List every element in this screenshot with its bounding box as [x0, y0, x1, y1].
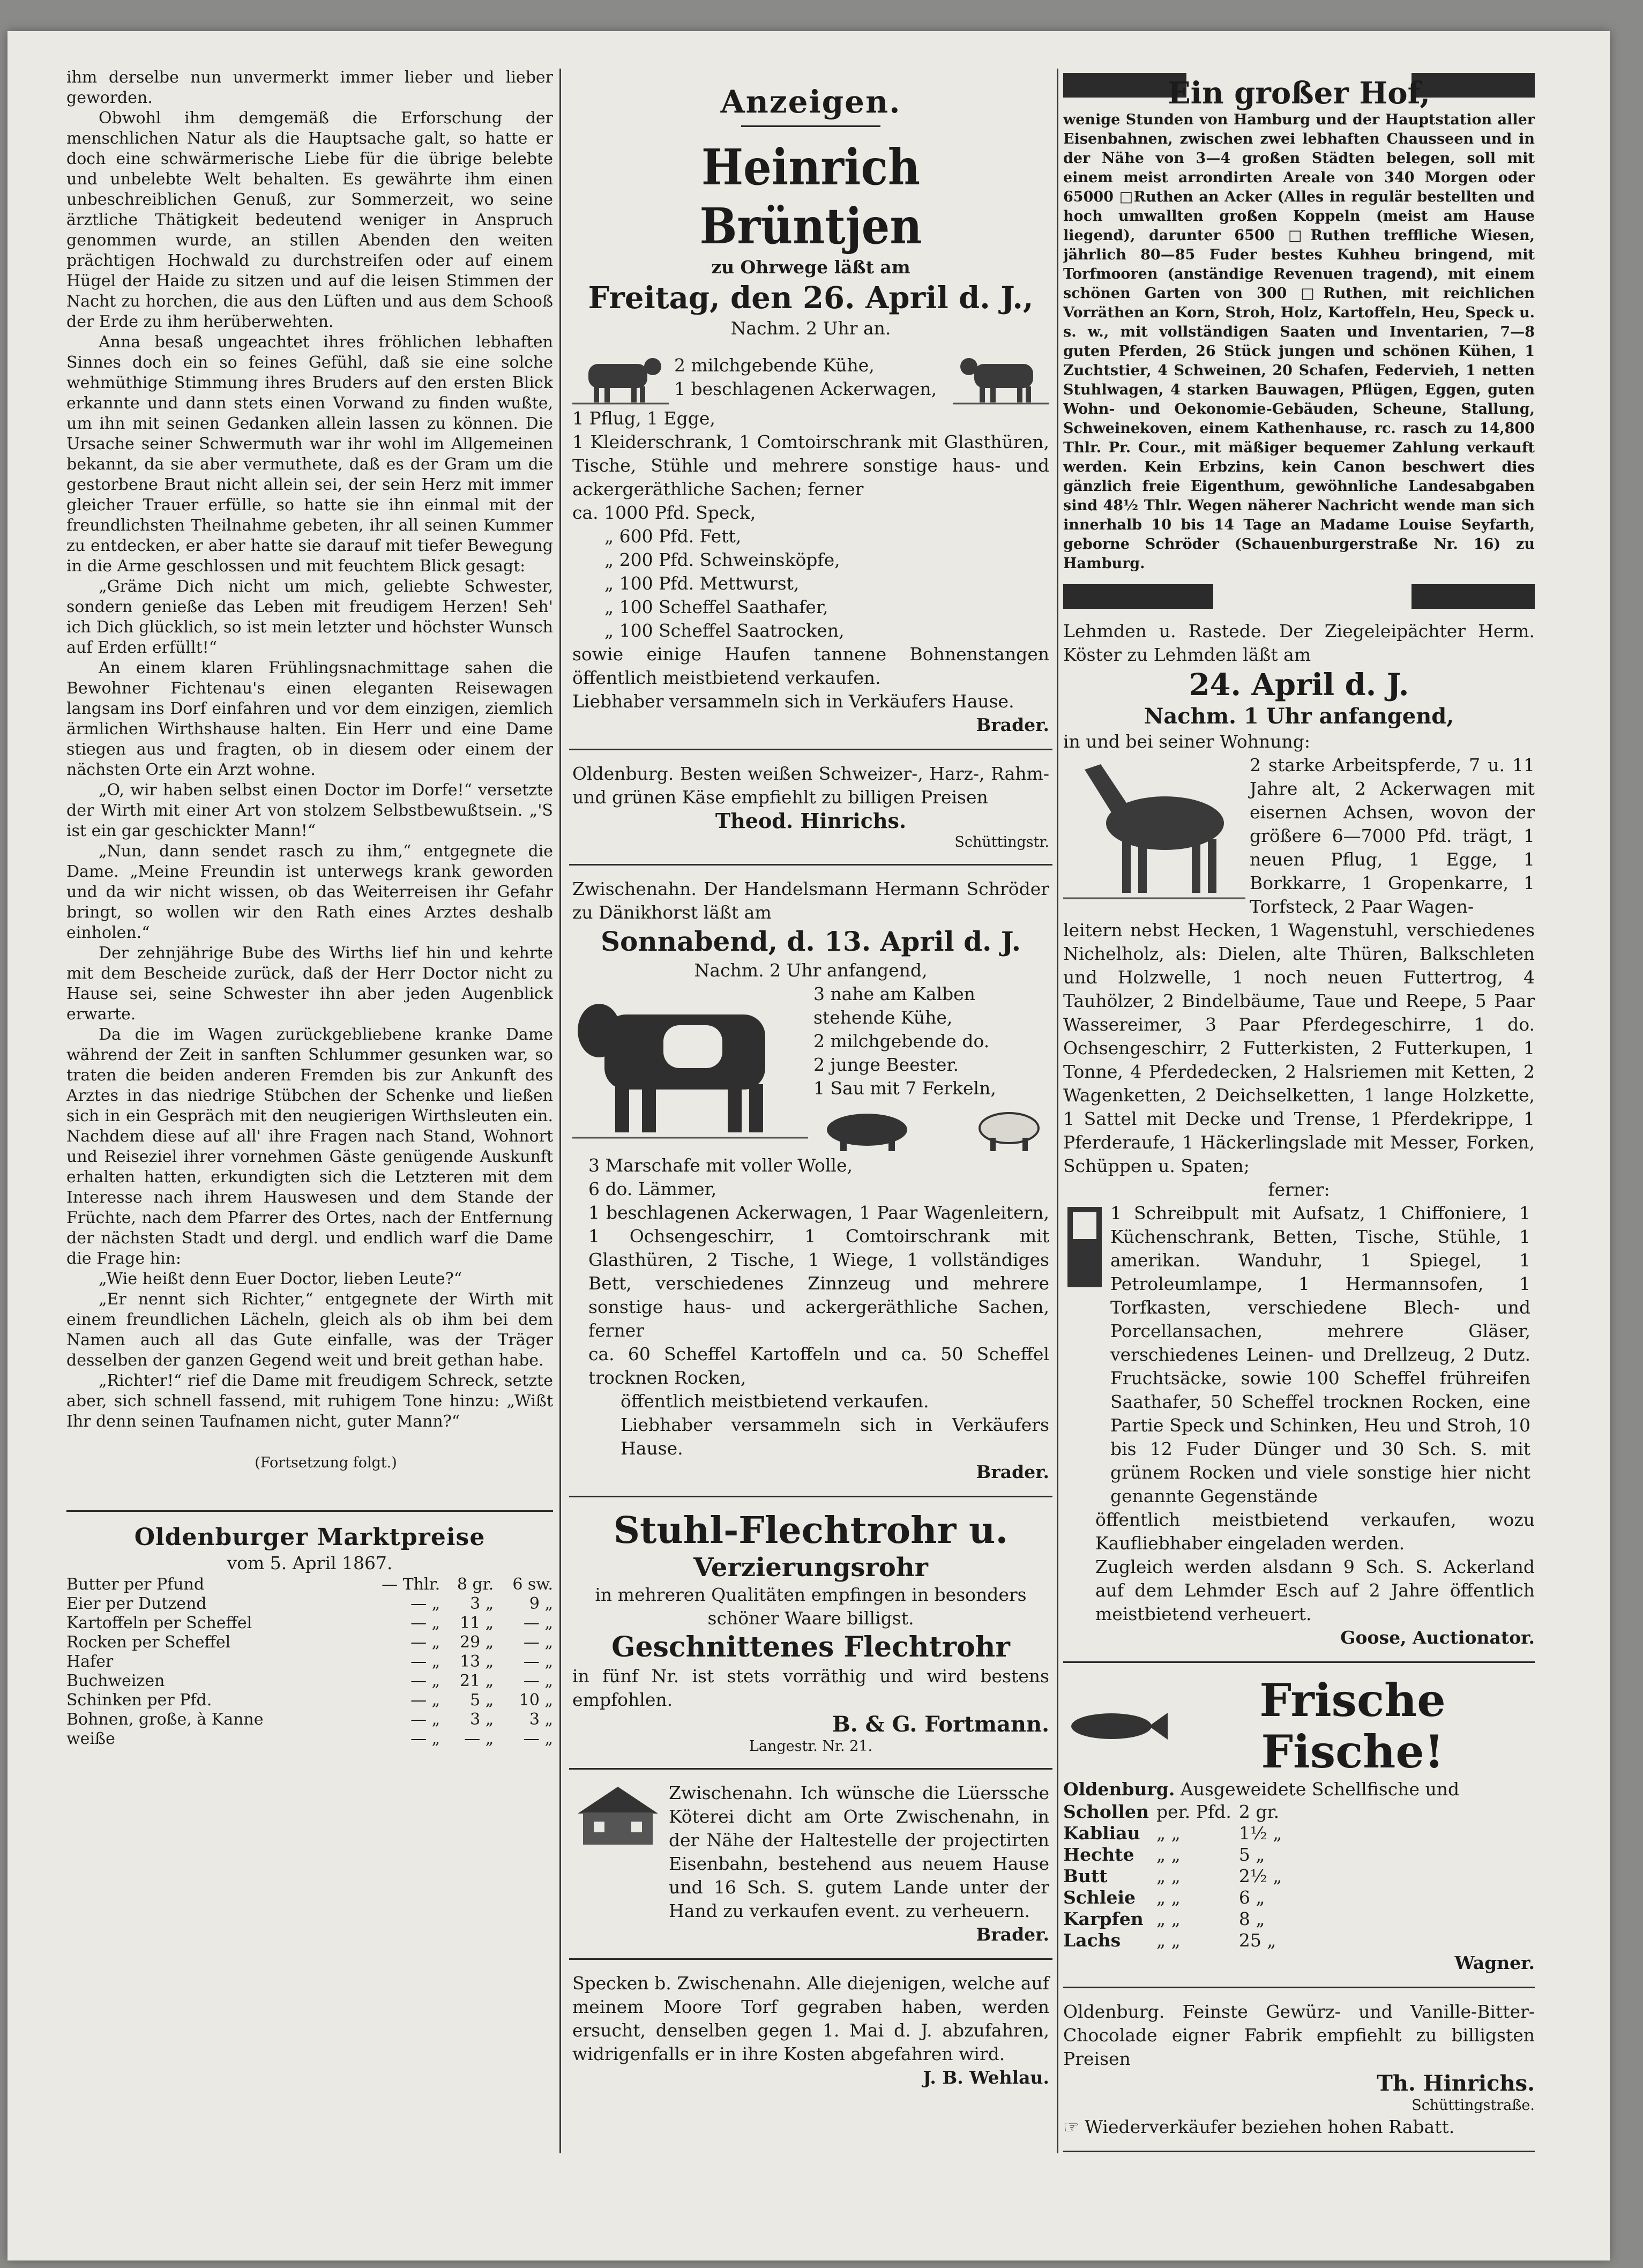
market-table [66, 1575, 553, 1749]
fish-row [1063, 1908, 1289, 1930]
ad-line: 3 Marschafe mit voller Wolle, [588, 1155, 853, 1176]
market-date: vom 5. April 1867. [227, 1553, 393, 1573]
market-sw: 3 „ [529, 1710, 553, 1729]
fish-unit: „ „ [1156, 1887, 1181, 1908]
ads-column-right [1063, 68, 1535, 2243]
fish-price: 1½ „ [1238, 1823, 1282, 1844]
ad-line: 1 Pflug, 1 Egge, [572, 408, 715, 429]
ad-line: „ 100 Scheffel Saatrocken, [604, 620, 845, 641]
fish-unit: „ „ [1156, 1844, 1181, 1865]
story-paragraph: „Gräme Dich nicht um mich, geliebte Schwester, sondern genieße das Leben mit freudigem Herzen! Seh' ich Dich glücklich, so ist mein letzter und höchster Wunsch auf Erden erfüllt!“ [66, 577, 553, 657]
market-row [66, 1652, 553, 1672]
ad-line: sowie einige Haufen tannene Bohnenstangen öffentlich meistbietend verkaufen. [572, 644, 1049, 688]
ad-text: in fünf Nr. ist stets vorräthig und wird bestens empfohlen. [572, 1666, 1049, 1710]
market-item: Kartoffeln per Scheffel [66, 1614, 252, 1632]
divider [569, 1958, 1052, 1960]
ad-line: 2 milchgebende do. [813, 1031, 990, 1051]
ad-date: 24. April d. J. [1189, 667, 1409, 703]
fish-unit: „ „ [1156, 1908, 1181, 1929]
fish-row [1063, 1823, 1289, 1844]
divider [569, 1496, 1052, 1497]
ad-place: in und bei seiner Wohnung: [1063, 731, 1310, 752]
ad-text: 2 starke Arbeitspferde, 7 u. 11 Jahre alt, 2 Ackerwagen mit eisernen Achsen, wovon der größere 6—7000 Pfd. trägt, 1 neuen Pflug, 1 Egge, 1 Borkkarre, 1 Gropenkarre, 1 Torfsteck, 2 Paar Wagen- [1250, 755, 1535, 917]
market-gr: — „ [464, 1729, 494, 1748]
ad-signer: Goose, Auctionator. [1340, 1627, 1535, 1648]
market-row [66, 1633, 553, 1652]
ad-line: „ 200 Pfd. Schweinsköpfe, [604, 549, 840, 570]
market-row [66, 1691, 553, 1710]
ad-line: 1 Sau mit 7 Ferkeln, [813, 1078, 996, 1099]
story-paragraph: „Wie heißt denn Euer Doctor, lieben Leute?“ [99, 1270, 462, 1288]
ad-line: 6 do. Lämmer, [588, 1178, 717, 1199]
ad-text: öffentlich meistbietend verkaufen, wozu Kaufliebhaber eingeladen werden. [1095, 1509, 1535, 1554]
house-icon [572, 1781, 663, 1851]
fish-header [1063, 1675, 1535, 1778]
market-thlr: — „ [410, 1691, 440, 1710]
market-row [66, 1575, 553, 1594]
ad-text: 1 Schreibpult mit Aufsatz, 1 Chiffoniere, 1 Küchenschrank, Betten, Tische, Stühle, 1 amerikan. Wanduhr, 1 Spiegel, 1 Petroleumlampe, 1 Hermannsofen, 1 Torfkasten, verschiedene Blech- und Porcellansachen, mehrere Gläser, verschiedenes Leinen- und Drellzeug, 2 Dutz. Fruchtsäcke, sowie 100 Scheffel frühreifen Saathafer, 50 Scheffel trocknen Rocken, eine Partie Speck und Schinken, Heu und Stroh, 10 bis 12 Fuder Dünger und 30 Sch. S. mit grünem Rocken und viele sonstige hier nicht genannte Gegenstände [1110, 1203, 1530, 1506]
animal-row [572, 982, 1049, 1154]
market-item: Hafer [66, 1652, 114, 1671]
market-item: Rocken per Scheffel [66, 1633, 231, 1652]
ad-text: Zwischenahn. Ich wünsche die Lüerssche Köterei dicht am Orte Zwischenahn, in der Nähe der Haltestelle der projectirten Eisenbahn, bestehend aus neuem Hause und 16 Sch. S. gutem Lande unter der Hand zu verkaufen event. zu verheuern. [669, 1782, 1049, 1921]
fish-row [1063, 1844, 1289, 1866]
market-row [66, 1710, 553, 1729]
black-bar [1063, 584, 1213, 609]
ad-title: Stuhl-Flechtrohr u. [613, 1509, 1009, 1552]
fish-price: 2½ „ [1238, 1866, 1282, 1886]
story-paragraph: An einem klaren Frühlingsnachmittage sahen die Bewohner Fichtenau's einen eleganten Reisewagen langsam ins Dorf einfahren und vor dem einzigen, ziemlich ärmlichen Wirthshause halten. Ein Herr und eine Dame stiegen aus und fragten, ob in diesem oder einem der nächsten Orte ein Arzt wohne. [66, 659, 553, 779]
fish-name: Schleie [1063, 1887, 1136, 1908]
story-paragraph: Der zehnjährige Bube des Wirths lief hin und kehrte mit dem Bescheide zurück, daß der Herr Doctor nicht zu Hause sei, seine Schwester ihn aber jeden Augenblick erwarte. [66, 944, 553, 1024]
market-thlr: — „ [410, 1652, 440, 1671]
ad-hinrichs-kaese [569, 762, 1052, 852]
black-bar [1412, 584, 1535, 609]
fish-unit: „ „ [1156, 1930, 1181, 1951]
story-paragraph: „O, wir haben selbst einen Doctor im Dorfe!“ versetzte der Wirth mit einer Art von stolzem Selbstbewußtsein. „'S ist ein gar geschickter Mann!“ [66, 781, 553, 840]
ad-text: ferner: [1268, 1179, 1330, 1200]
ad-signer: Brader. [976, 1924, 1049, 1945]
ad-time: Nachm. 1 Uhr anfangend, [1144, 704, 1454, 729]
ad-schroeder-right [808, 982, 1049, 1154]
market-gr: 29 „ [459, 1633, 494, 1652]
fish-name: Kabliau [1063, 1823, 1140, 1844]
market-gr: 13 „ [459, 1652, 494, 1671]
fish-unit: „ „ [1156, 1866, 1181, 1886]
market-gr: 21 „ [459, 1672, 494, 1690]
ad-line: Liebhaber versammeln sich in Verkäufers Hause. [572, 691, 1014, 712]
ad-koester [1063, 620, 1535, 1650]
fish-unit: „ „ [1156, 1823, 1181, 1844]
market-gr: 3 „ [470, 1710, 494, 1729]
ad-line: 1 beschlagenen Ackerwagen, 1 Paar Wagenleitern, 1 Ochsengeschirr, 1 Comtoirschrank mit Glasthüren, 2 Tische, 1 Wiege, 1 vollständiges Bett, verschiedenes Zinnzeug und mehrere sonstige haus- und ackergeräthliche Sachen, ferner [588, 1202, 1049, 1341]
ad-bruentjen-time: Nachm. 2 Uhr an. [730, 318, 891, 339]
sheep-icon [969, 1106, 1049, 1154]
ad-text: in mehreren Qualitäten empfingen in besonders schöner Waare billigst. [595, 1584, 1027, 1629]
story-paragraph: „Nun, dann sendet rasch zu ihm,“ entgegnete die Dame. „Meine Freundin ist unterwegs krank geworden und da wir nicht wissen, ob das Weiterreisen ihr Gefahr bringt, so wollen wir den Rath eines Arztes deshalb einholen.“ [66, 842, 553, 942]
ad-text: Lehmden u. Rastede. Der Ziegeleipächter Herm. Köster zu Lehmden läßt am [1063, 621, 1535, 665]
market-thlr: — „ [410, 1729, 440, 1748]
small-animals [813, 1106, 1049, 1154]
ad-signer: Brader. [976, 714, 1049, 735]
column-rule [559, 69, 561, 2153]
market-gr: 8 gr. [457, 1575, 494, 1594]
story-paragraph: ihm derselbe nun unvermerkt immer lieber und lieber geworden. [66, 68, 553, 107]
market-item: Eier per Dutzend [66, 1594, 207, 1613]
market-sw: — „ [523, 1614, 553, 1632]
ad-signer: Brader. [976, 1461, 1049, 1482]
ad-address: Schüttingstr. [954, 834, 1049, 850]
ad-title: Frische Fische! [1259, 1674, 1446, 1778]
bull-icon [572, 982, 808, 1143]
fish-price-table [1063, 1801, 1289, 1951]
fish-price: 5 „ [1238, 1844, 1265, 1865]
fish-row [1063, 1801, 1289, 1823]
story-paragraph: „Richter!“ rief die Dame mit freudigem Schreck, setzte aber, sich schnell fassend, mit ruhigem Tone hinzu: „Wißt Ihr denn seinen Taufnamen nicht, guter Mann?“ [66, 1371, 553, 1431]
furniture-row [1063, 1202, 1535, 1508]
ad-bruentjen-lines [669, 354, 953, 401]
ad-text: Specken b. Zwischenahn. Alle diejenigen, welche auf meinem Moore Torf gegraben haben, werden ersucht, denselben gegen 1. Mai d. J. abzufahren, widrigenfalls er in ihre Kosten abgefahren wird. [572, 1973, 1049, 2064]
ad-line: „ 100 Pfd. Mettwurst, [604, 573, 800, 594]
market-item: Buchweizen [66, 1672, 165, 1690]
market-title: Oldenburger Marktpreise [134, 1524, 486, 1551]
fish-price: 25 „ [1238, 1930, 1276, 1951]
market-sw: — „ [523, 1672, 553, 1690]
story-column [66, 68, 553, 2243]
horse-row [1063, 753, 1535, 919]
divider [66, 1510, 553, 1512]
divider [569, 864, 1052, 866]
ad-text: Zwischenahn. Der Handelsmann Hermann Schröder zu Dänikhorst läßt am [572, 878, 1049, 923]
fish-intro-city: Oldenburg. [1063, 1779, 1175, 1800]
divider [1063, 1987, 1535, 1988]
ad-signer: Wagner. [1454, 1952, 1535, 1973]
fish-price: 8 „ [1238, 1908, 1265, 1929]
ad-schroeder [569, 877, 1052, 1484]
cow-icon [572, 348, 669, 407]
ads-column-middle [569, 68, 1052, 2243]
fish-intro-text: Ausgeweidete Schellfische und [1180, 1779, 1460, 1800]
cow-row [572, 348, 1049, 407]
market-gr: 11 „ [459, 1614, 494, 1632]
ad-lueers [569, 1781, 1052, 1946]
pig-icon [813, 1106, 921, 1154]
ad-schroeder-list [572, 1154, 1049, 1484]
cabinet-icon [1063, 1202, 1106, 1293]
ad-bruentjen-name: Heinrich Brüntjen [699, 138, 922, 255]
market-row [66, 1672, 553, 1691]
story-paragraph: Anna besaß ungeachtet ihres fröhlichen lebhaften Sinnes doch ein so feines Gefühl, daß sie eine solche wehmüthige Stimmung ihres Bruders auf den ersten Blick erkannte und dann stets einen Vorwand zu finden wußte, um ihn mit seinen Gedanken allein lassen zu können. Die Ursache seiner Schwermuth war ihr wohl im Allgemeinen bekannt, da sie aber vermuthete, daß es der Gram um die gestorbene Braut nicht allein sei, der sein Herz mit immer gleicher Trauer erfülle, so hatte sie ihn einmal mit der freundlichsten Theilnahme gebeten, ihr all seinen Kummer zu entdecken, er aber hatte sie darauf mit tiefer Bewegung in die Arme geschlossen und mit feuchtem Blick gesagt: [66, 333, 553, 576]
pointing-hand-icon: ☞ [1063, 2116, 1079, 2137]
market-gr: 3 „ [470, 1594, 494, 1613]
ad-line: ca. 60 Scheffel Kartoffeln und ca. 50 Scheffel trocknen Rocken, [588, 1344, 1049, 1388]
ad-note [1063, 2115, 1535, 2139]
ad-signer: B. & G. Fortmann. [832, 1712, 1049, 1737]
ad-date: Sonnabend, d. 13. April d. J. [600, 926, 1021, 957]
story-paragraph: Obwohl ihm demgemäß die Erforschung der menschlichen Natur als die Hauptsache galt, so hatte er doch eine schwärmerische Liebe für die übrige belebte und unbelebte Welt behalten. Es gewährte ihm einen unbeschreiblichen Genuß, zur Sommerzeit, wo seine ärztliche Thätigkeit bedeutend weniger in Anspruch genommen wurde, an stillen Abenden den weiten prächtigen Hochwald zu durchstreifen oder auf einem Hügel der Haide zu sitzen und auf die leisen Stimmen der Nacht zu horchen, die aus den Lüften und aus dem Schooß der Erde zu ihm herüberwehten. [66, 109, 553, 331]
ad-line: 3 nahe am Kalben stehende Kühe, [813, 983, 975, 1028]
newspaper-page [8, 31, 1610, 2260]
column-rule [1057, 69, 1058, 2153]
continued-note: (Fortsetzung folgt.) [255, 1454, 397, 1471]
ad-text: Zugleich werden alsdann 9 Sch. S. Ackerland auf dem Lehmder Esch auf 2 Jahre öffentlich meistbietend verheuert. [1095, 1556, 1535, 1624]
ad-signer: J. B. Wehlau. [923, 2067, 1049, 2088]
ad-line: „ 100 Scheffel Saathafer, [604, 596, 828, 617]
fish-name: Schollen [1063, 1801, 1149, 1822]
story-paragraph: „Er nennt sich Richter,“ entgegnete der Wirth mit einem freundlichen Lächeln, gleich als ob ihm bei dem Namen auch all das Gute einfalle, was der Träger desselben der ganzen Gegend weit und breit gethan habe. [66, 1290, 553, 1370]
market-prices [66, 1524, 553, 1749]
ad-line: 2 milchgebende Kühe, [674, 355, 875, 376]
market-sw: 6 sw. [512, 1575, 553, 1594]
ad-hof-footer [1063, 584, 1535, 609]
ad-bruentjen-date: Freitag, den 26. April d. J., [588, 280, 1034, 316]
ad-line: 1 beschlagenen Ackerwagen, [674, 378, 937, 399]
ad-address: Schüttingstraße. [1412, 2097, 1535, 2114]
market-row [66, 1729, 553, 1749]
ad-line: 2 junge Beester. [813, 1054, 959, 1075]
market-gr: 5 „ [470, 1691, 494, 1710]
market-row [66, 1594, 553, 1614]
ad-line: öffentlich meistbietend verkaufen. [621, 1391, 929, 1412]
ad-line: „ 600 Pfd. Fett, [604, 526, 742, 547]
ad-bruentjen-place: zu Ohrwege läßt am [711, 257, 910, 278]
fish-intro [1063, 1778, 1535, 1801]
market-thlr: — „ [410, 1633, 440, 1652]
market-thlr: — „ [410, 1614, 440, 1632]
ad-wagner-fish [1063, 1675, 1535, 1975]
ad-bruentjen-list [572, 407, 1049, 737]
fish-name: Karpfen [1063, 1908, 1144, 1929]
market-item: Schinken per Pfd. [66, 1691, 212, 1710]
fish-icon [1063, 1705, 1170, 1748]
market-item: Bohnen, große, à Kanne [66, 1710, 264, 1729]
market-sw: — „ [523, 1652, 553, 1671]
ad-line: Liebhaber versammeln sich in Verkäufers Hause. [621, 1414, 1049, 1459]
fish-price: 2 gr. [1238, 1801, 1280, 1822]
ad-text: Oldenburg. Feinste Gewürz- und Vanille-Bitter-Chocolade eigner Fabrik empfiehlt zu billigsten Preisen [1063, 2001, 1535, 2069]
ad-hinrichs-choc [1063, 2000, 1535, 2139]
horse-icon [1063, 753, 1245, 904]
market-sw: — „ [523, 1633, 553, 1652]
divider [569, 1768, 1052, 1770]
fish-price: 6 „ [1238, 1887, 1265, 1908]
fish-name: Lachs [1063, 1930, 1121, 1951]
heading-rule [741, 125, 880, 127]
fish-row [1063, 1887, 1289, 1908]
ad-time: Nachm. 2 Uhr anfangend, [694, 960, 928, 981]
ad-hof-text: wenige Stunden von Hamburg und der Hauptstation aller Eisenbahnen, zwischen zwei lebhaften Chausseen und in der Nähe von 3—4 großen Städten belegen, soll mit einem meist arrondirten Areale von 340 Morgen oder 65000 □Ruthen an Acker (Alles in regulär bestellten und hoch umwallten großen Koppeln (meist am Hause liegend), darunter 6500 □Ruthen treffliche Wiesen, jährlich 80—85 Fuder bestes Kuhheu bringend, mit Torfmooren (anständige Revenuen tragend), mit einem schönen Garten von 300 □Ruthen, mit reichlichen Vorräthen an Korn, Stroh, Holz, Kartoffeln, Heu, Speck u. s. w., mit vollständigen Saaten und Inventarien, 7—8 guten Pferden, 26 Stück jungen und schönen Kühen, 1 Zuchtstier, 4 Schweinen, 20 Schafen, Federvieh, 1 netten Stuhlwagen, 4 starken Bauwagen, Pflügen, Eggen, guten Wohn- und Oekonomie-Gebäuden, Scheune, Stallung, Schweinekoven, einem Kathenhause, rc. rasch zu 14,800 Thlr. Pr. Cour., mit mäßiger bequemer Zahlung verkauft werden. Kein Erbzins, kein Canon beschwert dies gänzlich freie Eigenthum, gewöhnliche Landesabgaben sind 48½ Thlr. Wegen näherer Nachricht wende man sich innerhalb 10 bis 14 Tage an Madame Louise Seyfarth, geborne Schröder (Schauenburgerstraße Nr. 16) zu Hamburg. [1063, 111, 1535, 572]
ad-signer: Theod. Hinrichs. [715, 809, 907, 833]
fish-name: Butt [1063, 1866, 1108, 1886]
ad-subtitle: Verzierungsrohr [693, 1553, 928, 1583]
fish-name: Hechte [1063, 1844, 1134, 1865]
fish-row [1063, 1930, 1289, 1951]
ad-title2: Geschnittenes Flechtrohr [611, 1631, 1010, 1663]
market-sw: 10 „ [519, 1691, 553, 1710]
fish-row [1063, 1866, 1289, 1887]
ad-wehlau [569, 1972, 1052, 2090]
fish-unit: per. Pfd. [1156, 1801, 1231, 1822]
market-thlr: — „ [410, 1710, 440, 1729]
story-paragraph: Da die im Wagen zurückgebliebene kranke Dame während der Zeit in sanften Schlummer gesunken war, so traten die beiden anderen Fremden bis zur Ankunft des Arztes in das niedrige Stübchen der Schenke und ließen sich in ein Gespräch mit den neugierigen Wirthsleuten ein. Nachdem diese auf all' ihre Fragen nach Stand, Wohnort und Reiseziel ihrer vornehmen Gäste genügende Auskunft erhalten hatten, erkundigten sich die Letzteren mit dem Interesse nach ihrem Hauswesen und dem Stande der Früchte, nach dem Pfarrer des Ortes, nach der Entfernung der nächsten Stadt und dergl. und endlich warf die Dame die Frage hin: [66, 1025, 553, 1268]
market-thlr: — Thlr. [382, 1575, 440, 1594]
story-text [66, 68, 553, 1473]
market-sw: — „ [523, 1729, 553, 1748]
market-sw: 9 „ [529, 1594, 553, 1613]
ad-bruentjen [569, 138, 1052, 737]
house-row [572, 1781, 1049, 1923]
ad-text: leitern nebst Hecken, 1 Wagenstuhl, verschiedenes Nichelholz, als: Dielen, alte Thüren, Balkschleten und Holzwelle, 1 noch neuen Futtertrog, 4 Tauhölzer, 2 Bindelbäume, Taue und Reepe, 5 Paar Wassereimer, 3 Paar Pferdegeschirre, 1 do. Ochsengeschirr, 2 Futterkisten, 2 Futterkupen, 1 Tonne, 4 Pferdedecken, 2 Halsriemen mit Ketten, 2 Wagenketten, 2 Deichselketten, 1 lange Holzkette, 1 Sattel mit Decke und Trense, 1 Pferdekrippe, 1 Pferderaufe, 1 Häckerlingslade mit Messer, Forken, Schüppen u. Spaten; [1063, 920, 1535, 1176]
ad-line: 1 Kleiderschrank, 1 Comtoirschrank mit Glasthüren, Tische, Stühle und mehrere sonstige haus- und ackergeräthliche Sachen; ferner [572, 431, 1049, 499]
ad-address: Langestr. Nr. 21. [749, 1738, 873, 1755]
divider [1063, 1661, 1535, 1663]
ad-fortmann [569, 1509, 1052, 1756]
ad-line: ca. 1000 Pfd. Speck, [572, 502, 756, 523]
ad-note-text: Wiederverkäufer beziehen hohen Rabatt. [1085, 2116, 1455, 2137]
market-thlr: — „ [410, 1594, 440, 1613]
market-item: weiße [66, 1729, 115, 1748]
divider [569, 749, 1052, 750]
ad-signer: Th. Hinrichs. [1377, 2071, 1535, 2096]
cow-icon [953, 348, 1049, 407]
market-item: Butter per Pfund [66, 1575, 205, 1594]
ad-text: Oldenburg. Besten weißen Schweizer-, Harz-, Rahm- und grünen Käse empfiehlt zu billigen Preisen [572, 763, 1049, 808]
ad-hof-title: Ein großer Hof, [1168, 76, 1430, 111]
market-thlr: — „ [410, 1672, 440, 1690]
divider [1063, 2151, 1535, 2152]
ads-heading: Anzeigen. [720, 84, 901, 120]
market-row [66, 1614, 553, 1633]
